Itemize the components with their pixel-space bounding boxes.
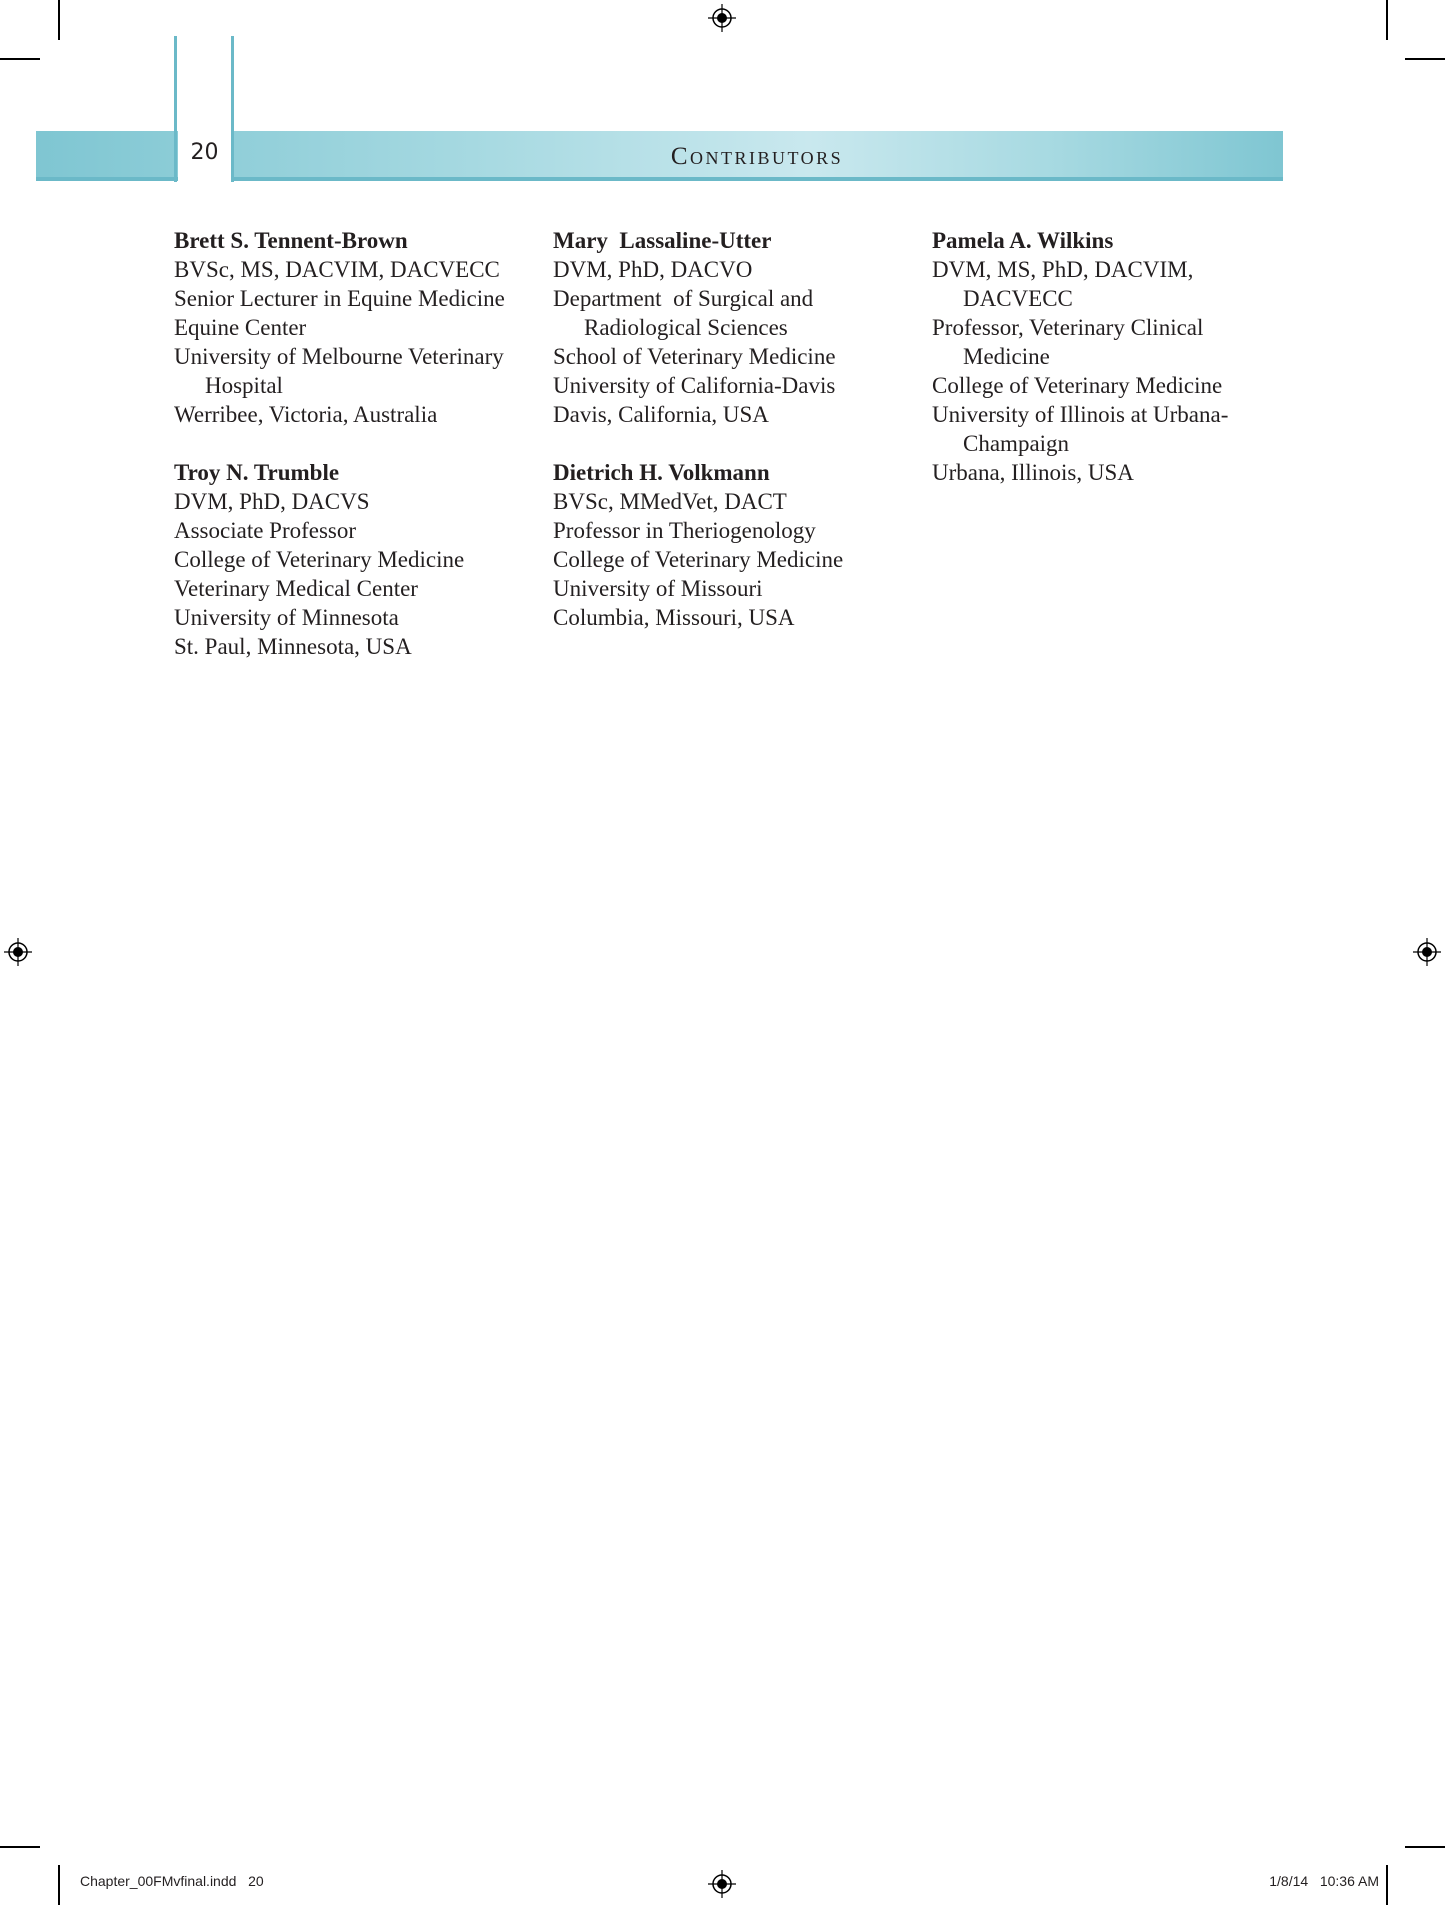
contributor-line bbox=[932, 313, 1232, 371]
contributor-name: Troy N. Trumble bbox=[174, 460, 340, 485]
crop-mark-bottom-right bbox=[1405, 1846, 1445, 1848]
contributor-line bbox=[932, 400, 1252, 458]
crop-mark-bottom-right bbox=[1386, 1865, 1388, 1905]
crop-mark-top-left bbox=[0, 58, 40, 60]
contributor-line: Equine Center bbox=[174, 315, 307, 340]
contributor-name: Mary Lassaline-Utter bbox=[553, 228, 772, 253]
column-3 bbox=[932, 226, 1302, 516]
contributor-line: BVSc, MMedVet, DACT bbox=[553, 489, 787, 514]
contributor-line: Urbana, Illinois, USA bbox=[932, 460, 1134, 485]
registration-mark-left-icon bbox=[4, 938, 32, 966]
slug-file-name: Chapter_00FMvfinal.indd 20 bbox=[80, 1873, 264, 1889]
contributor-line: School of Veterinary Medicine bbox=[553, 344, 836, 369]
crop-mark-bottom-left bbox=[0, 1846, 40, 1848]
contributor-line: DVM, PhD, DACVO bbox=[553, 257, 753, 282]
registration-mark-top-icon bbox=[708, 4, 736, 32]
contributor-name: Brett S. Tennent-Brown bbox=[174, 228, 408, 253]
crop-mark-top-right bbox=[1405, 58, 1445, 60]
contributor-line: University of Missouri bbox=[553, 576, 763, 601]
contributor-line bbox=[553, 284, 833, 342]
contributor-entry bbox=[553, 226, 923, 429]
crop-mark-top-right bbox=[1386, 0, 1388, 40]
crop-mark-top-left bbox=[58, 0, 60, 40]
page-number: 20 bbox=[190, 140, 219, 165]
contributor-line: Veterinary Medical Center bbox=[174, 576, 418, 601]
contributor-line: College of Veterinary Medicine bbox=[553, 547, 844, 572]
contributor-line: Associate Professor bbox=[174, 518, 357, 543]
contributor-line-text: DVM, MS, PhD, DACVIM, DACVECC bbox=[932, 257, 1194, 311]
contributor-line: Werribee, Victoria, Australia bbox=[174, 402, 438, 427]
column-1 bbox=[174, 226, 544, 690]
contributor-entry bbox=[932, 226, 1302, 487]
contributor-line: College of Veterinary Medicine bbox=[174, 547, 465, 572]
contributor-line: Senior Lecturer in Equine Medicine bbox=[174, 286, 505, 311]
contributor-line: DVM, PhD, DACVS bbox=[174, 489, 370, 514]
contributor-line: Davis, California, USA bbox=[553, 402, 769, 427]
contributor-line-text: University of Illinois at Urbana-Champaign bbox=[932, 402, 1229, 456]
registration-mark-bottom-icon bbox=[708, 1870, 736, 1898]
contributor-entry bbox=[553, 458, 923, 632]
contributor-entry bbox=[174, 226, 544, 429]
contributor-line bbox=[932, 255, 1232, 313]
contributor-name: Pamela A. Wilkins bbox=[932, 228, 1114, 253]
contributor-line: BVSc, MS, DACVIM, DACVECC bbox=[174, 257, 500, 282]
column-2 bbox=[553, 226, 923, 661]
contributor-line: Professor in Theriogenology bbox=[553, 518, 816, 543]
contributor-line: University of Minnesota bbox=[174, 605, 399, 630]
contributor-line-text: Department of Surgical and Radiological Sciences bbox=[553, 286, 819, 340]
registration-mark-right-icon bbox=[1413, 938, 1441, 966]
crop-mark-bottom-left bbox=[58, 1865, 60, 1905]
contributor-line: College of Veterinary Medicine bbox=[932, 373, 1223, 398]
contributor-line: St. Paul, Minnesota, USA bbox=[174, 634, 412, 659]
slug-timestamp: 1/8/14 10:36 AM bbox=[1269, 1873, 1379, 1889]
contributor-entry bbox=[174, 458, 544, 661]
running-head: Contributors bbox=[670, 143, 844, 170]
contributor-line: University of California-Davis bbox=[553, 373, 836, 398]
contributor-line-text: Professor, Veterinary Clinical Medicine bbox=[932, 315, 1204, 369]
contributor-line: Columbia, Missouri, USA bbox=[553, 605, 795, 630]
contributor-line bbox=[174, 342, 534, 400]
contributor-line-text: University of Melbourne Veterinary Hospital bbox=[174, 344, 504, 398]
tab-divider-left bbox=[174, 36, 177, 182]
contributor-name: Dietrich H. Volkmann bbox=[553, 460, 770, 485]
